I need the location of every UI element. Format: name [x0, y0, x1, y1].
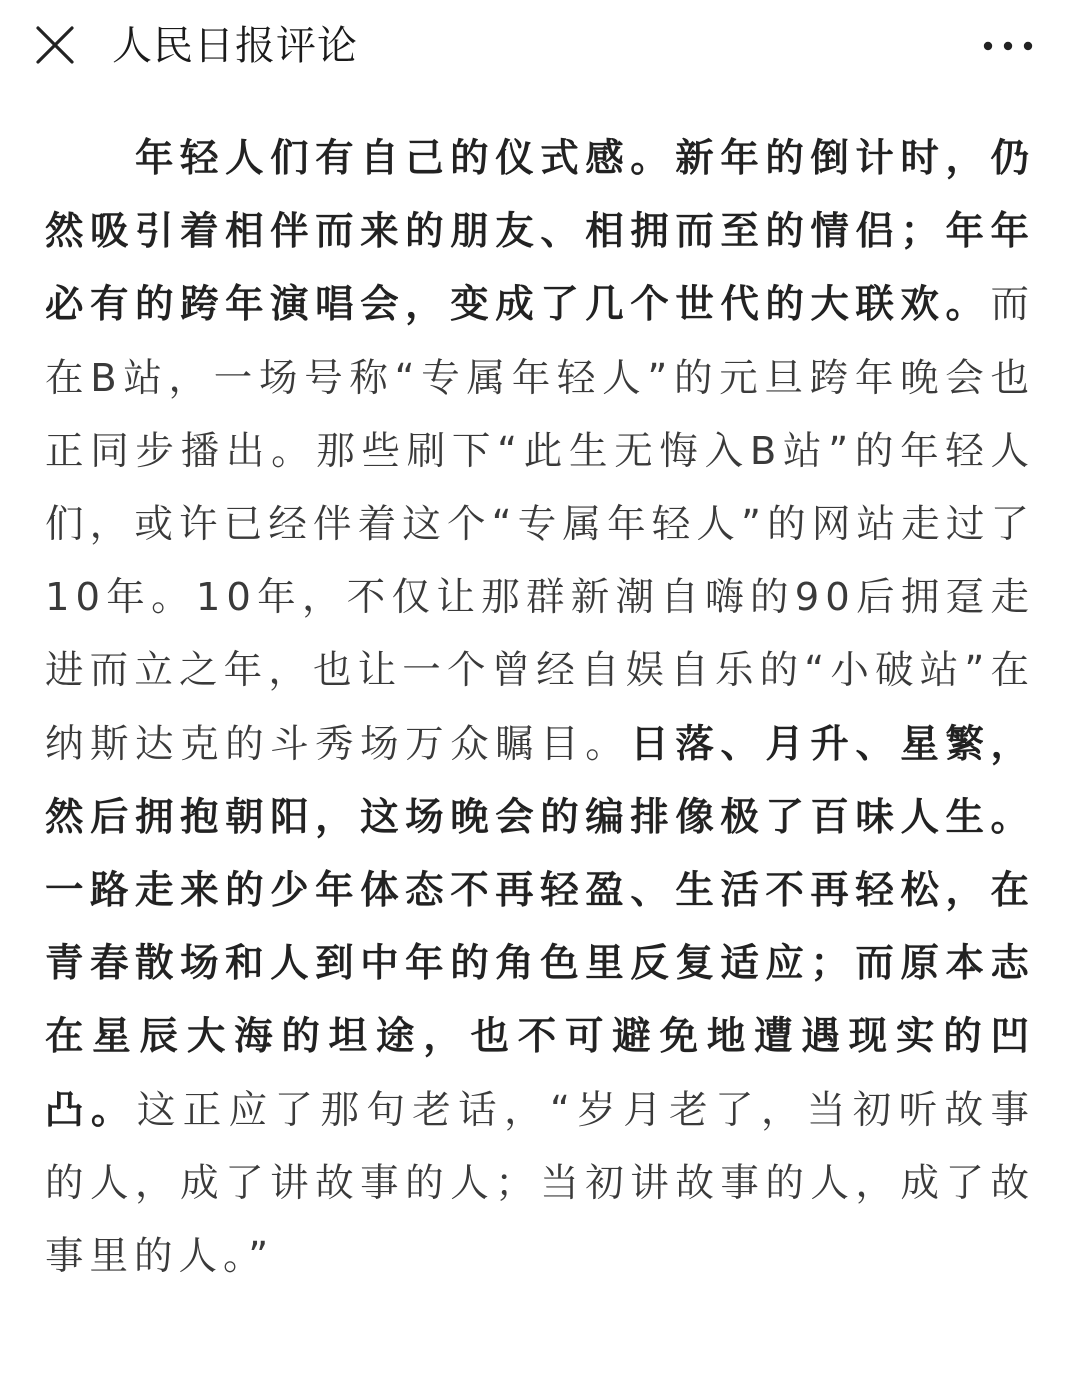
- top-bar: [0, 0, 1080, 92]
- close-button[interactable]: [32, 22, 78, 68]
- article-bold-highlight: 日落、月升、星繁，然后拥抱朝阳，这场晚会的编排像极了百味人生。一路走来的少年体态不再轻盈、生活不再轻松，在青春散场和人到中年的角色里反复适应；而原本志在星辰大海的坦途，也不可避免地遭遇现实的凹凸。: [45, 721, 1035, 1133]
- article-bold-lead: 年轻人们有自己的仪式感。新年的倒计时，仍然吸引着相伴而来的朋友、相拥而至的情侣；年年必有的跨年演唱会，变成了几个世代的大联欢。: [45, 136, 1035, 328]
- more-icon: [980, 26, 1036, 66]
- article-closing-quote: 这正应了那句老话，“岁月老了，当初听故事的人，成了讲故事的人；当初讲故事的人，成了故事里的人。”: [45, 1087, 1035, 1280]
- article-normal-text: 而在B站，一场号称“专属年轻人”的元旦跨年晚会也正同步播出。那些刷下“此生无悔入B站”的年轻人们，或许已经伴着这个“专属年轻人”的网站走过了10年。10年，不仅让那群新潮自嗨的90后拥趸走进而立之年，也让一个曾经自娱自乐的“小破站”在纳斯达克的斗秀场万众瞩目。: [45, 282, 1035, 767]
- article-paragraph: [45, 122, 1035, 1293]
- article-body: [45, 122, 1035, 1293]
- page-title: 人民日报评论: [112, 23, 358, 69]
- close-icon: [32, 22, 78, 68]
- more-button[interactable]: [980, 26, 1036, 66]
